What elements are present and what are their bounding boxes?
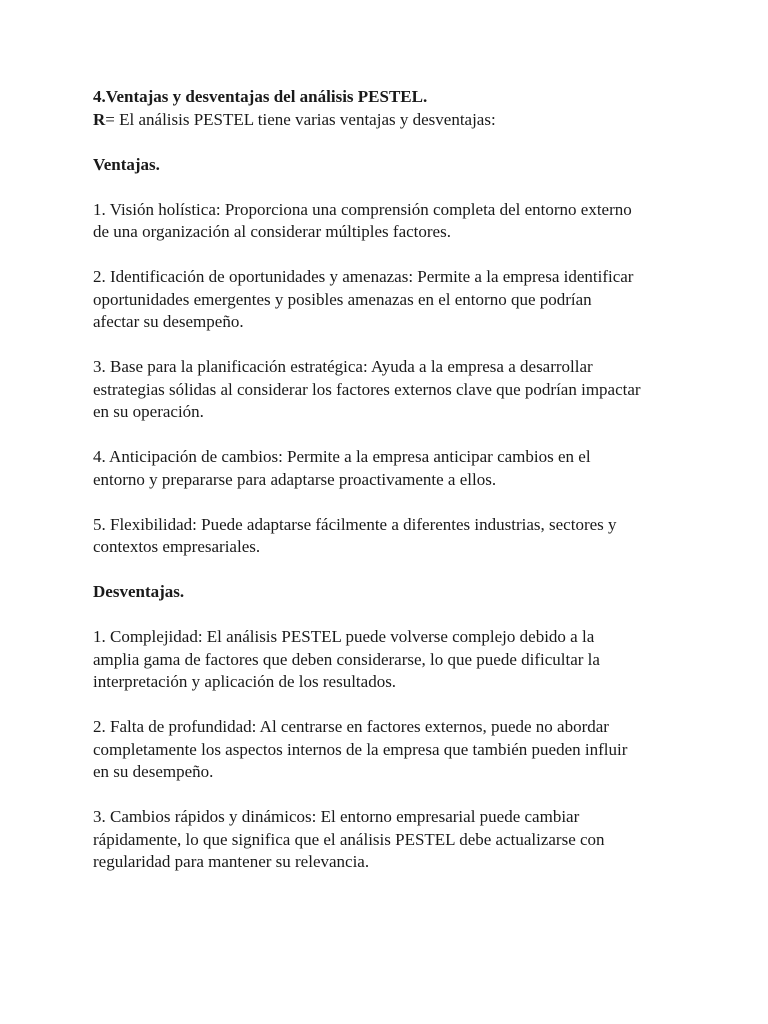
paragraph-line: de una organización al considerar múltiples factores. [93, 222, 451, 241]
paragraph-line: regularidad para mantener su relevancia. [93, 852, 370, 871]
spacer [93, 424, 693, 447]
ventaja-item-2 [93, 266, 693, 334]
paragraph-line: en su desempeño. [93, 762, 214, 781]
section-title-desventajas: Desventajas. [93, 582, 185, 601]
spacer [93, 176, 693, 199]
section-title-ventajas: Ventajas. [93, 154, 160, 174]
ventaja-item-1 [93, 199, 693, 244]
paragraph-line: contextos empresariales. [93, 537, 261, 556]
spacer [93, 334, 693, 357]
paragraph-line: 4. Anticipación de cambios: Permite a la empresa anticipar cambios en el [93, 447, 591, 466]
paragraph-line: amplia gama de factores que deben considerarse, lo que puede dificultar la [93, 649, 600, 669]
paragraph-line: afectar su desempeño. [93, 312, 244, 331]
spacer [93, 694, 693, 717]
spacer [93, 131, 693, 154]
answer-prefix: R [93, 109, 106, 129]
paragraph-line: 1. Visión holística: Proporciona una comprensión completa del entorno externo [93, 199, 632, 219]
spacer [93, 604, 693, 627]
desventaja-item-2 [93, 716, 693, 784]
paragraph-line: 2. Falta de profundidad: Al centrarse en factores externos, puede no abordar [93, 717, 609, 736]
spacer [93, 244, 693, 267]
paragraph-line: 2. Identificación de oportunidades y amenazas: Permite a la empresa identificar [93, 267, 634, 286]
spacer [93, 784, 693, 807]
paragraph-line: 5. Flexibilidad: Puede adaptarse fácilmente a diferentes industrias, sectores y [93, 514, 617, 534]
desventaja-item-1 [93, 626, 693, 694]
answer-intro [93, 109, 693, 132]
paragraph-line: estrategias sólidas al considerar los factores externos clave que podrían impactar [93, 379, 641, 399]
document-title: 4.Ventajas y desventajas del análisis PESTEL. [93, 87, 428, 106]
answer-text: = El análisis PESTEL tiene varias ventajas y desventajas: [105, 109, 496, 129]
ventaja-item-3 [93, 356, 693, 424]
paragraph-line: 1. Complejidad: El análisis PESTEL puede volverse complejo debido a la [93, 627, 595, 646]
ventaja-item-4 [93, 446, 693, 491]
spacer [93, 559, 693, 582]
desventaja-item-3 [93, 806, 693, 874]
paragraph-line: interpretación y aplicación de los resultados. [93, 672, 397, 691]
document-page [93, 86, 693, 874]
paragraph-line: 3. Base para la planificación estratégica: Ayuda a la empresa a desarrollar [93, 357, 593, 376]
paragraph-line: entorno y prepararse para adaptarse proactivamente a ellos. [93, 469, 497, 489]
paragraph-line: oportunidades emergentes y posibles amenazas en el entorno que podrían [93, 289, 592, 309]
paragraph-line: 3. Cambios rápidos y dinámicos: El entorno empresarial puede cambiar [93, 807, 580, 826]
paragraph-line: completamente los aspectos internos de la empresa que también pueden influir [93, 739, 628, 759]
paragraph-line: en su operación. [93, 402, 204, 421]
spacer [93, 491, 693, 514]
ventaja-item-5 [93, 514, 693, 559]
paragraph-line: rápidamente, lo que significa que el análisis PESTEL debe actualizarse con [93, 829, 605, 849]
